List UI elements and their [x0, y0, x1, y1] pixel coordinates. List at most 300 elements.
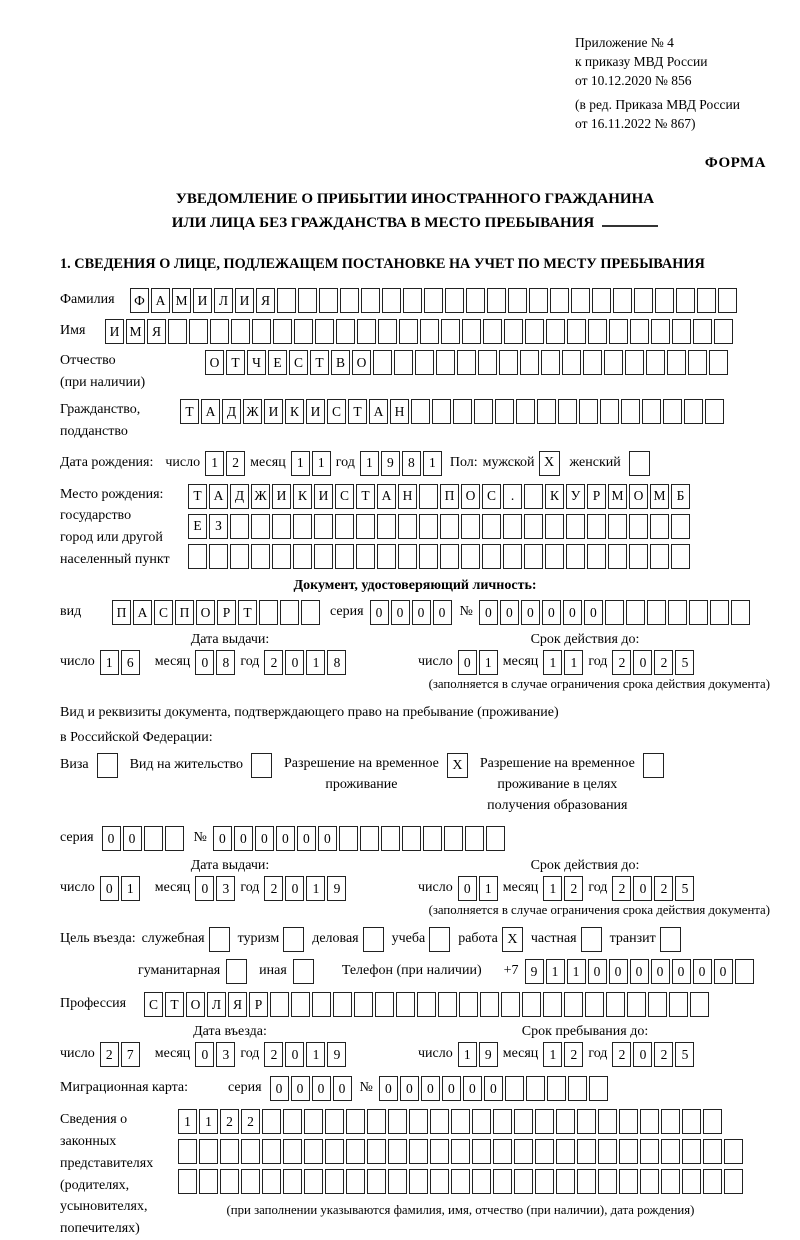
- form-cell[interactable]: [621, 399, 640, 424]
- form-cell[interactable]: А: [133, 600, 152, 625]
- form-cell[interactable]: 2: [654, 1042, 673, 1067]
- form-cell[interactable]: 0: [542, 600, 561, 625]
- form-cell[interactable]: [396, 992, 415, 1017]
- form-cell[interactable]: [676, 288, 695, 313]
- form-cell[interactable]: [650, 514, 669, 539]
- form-cell[interactable]: [592, 288, 611, 313]
- form-cell[interactable]: [524, 544, 543, 569]
- form-cell[interactable]: [640, 1109, 659, 1134]
- form-cell[interactable]: [270, 992, 289, 1017]
- form-cell[interactable]: [520, 350, 539, 375]
- form-cell[interactable]: [220, 1169, 239, 1194]
- form-cell[interactable]: А: [151, 288, 170, 313]
- form-cell[interactable]: [444, 826, 463, 851]
- form-cell[interactable]: О: [629, 484, 648, 509]
- form-cell[interactable]: 0: [276, 826, 295, 851]
- form-cell[interactable]: Ч: [247, 350, 266, 375]
- form-cell[interactable]: 1: [564, 650, 583, 675]
- form-cell[interactable]: 0: [102, 826, 121, 851]
- form-cell[interactable]: Л: [207, 992, 226, 1017]
- form-cell[interactable]: [547, 1076, 566, 1101]
- form-cell[interactable]: [514, 1109, 533, 1134]
- form-cell[interactable]: [640, 1169, 659, 1194]
- form-cell[interactable]: [438, 992, 457, 1017]
- purpose-other-checkbox[interactable]: [293, 959, 314, 984]
- form-cell[interactable]: [301, 600, 320, 625]
- form-cell[interactable]: [566, 544, 585, 569]
- form-cell[interactable]: [314, 544, 333, 569]
- form-cell[interactable]: [709, 350, 728, 375]
- form-cell[interactable]: [262, 1139, 281, 1164]
- form-cell[interactable]: [346, 1109, 365, 1134]
- form-cell[interactable]: 0: [297, 826, 316, 851]
- form-cell[interactable]: [629, 544, 648, 569]
- form-cell[interactable]: [441, 319, 460, 344]
- form-cell[interactable]: С: [154, 600, 173, 625]
- form-cell[interactable]: [522, 992, 541, 1017]
- form-cell[interactable]: 8: [402, 451, 421, 476]
- form-cell[interactable]: 1: [546, 959, 565, 984]
- form-cell[interactable]: [688, 350, 707, 375]
- form-cell[interactable]: [419, 484, 438, 509]
- form-cell[interactable]: [346, 1139, 365, 1164]
- form-cell[interactable]: [461, 514, 480, 539]
- gender-female-checkbox[interactable]: [629, 451, 650, 476]
- form-cell[interactable]: М: [172, 288, 191, 313]
- form-cell[interactable]: [634, 288, 653, 313]
- form-cell[interactable]: 0: [442, 1076, 461, 1101]
- form-cell[interactable]: [304, 1169, 323, 1194]
- form-cell[interactable]: С: [327, 399, 346, 424]
- form-cell[interactable]: 1: [291, 451, 310, 476]
- form-cell[interactable]: [367, 1109, 386, 1134]
- form-cell[interactable]: [459, 992, 478, 1017]
- form-cell[interactable]: [577, 1109, 596, 1134]
- form-cell[interactable]: [661, 1169, 680, 1194]
- form-cell[interactable]: А: [377, 484, 396, 509]
- form-cell[interactable]: [377, 544, 396, 569]
- form-cell[interactable]: [436, 350, 455, 375]
- form-cell[interactable]: [293, 544, 312, 569]
- form-cell[interactable]: [298, 288, 317, 313]
- form-cell[interactable]: [461, 544, 480, 569]
- form-cell[interactable]: [526, 1076, 545, 1101]
- form-cell[interactable]: [598, 1139, 617, 1164]
- form-cell[interactable]: 1: [423, 451, 442, 476]
- form-cell[interactable]: Н: [398, 484, 417, 509]
- form-cell[interactable]: 0: [609, 959, 628, 984]
- form-cell[interactable]: [482, 514, 501, 539]
- form-cell[interactable]: 0: [285, 650, 304, 675]
- form-cell[interactable]: [501, 992, 520, 1017]
- form-cell[interactable]: [558, 399, 577, 424]
- form-cell[interactable]: [640, 1139, 659, 1164]
- form-cell[interactable]: [259, 600, 278, 625]
- form-cell[interactable]: 1: [567, 959, 586, 984]
- form-cell[interactable]: 0: [484, 1076, 503, 1101]
- form-cell[interactable]: [273, 319, 292, 344]
- form-cell[interactable]: [525, 319, 544, 344]
- form-cell[interactable]: [382, 288, 401, 313]
- form-cell[interactable]: С: [289, 350, 308, 375]
- form-cell[interactable]: [655, 288, 674, 313]
- form-cell[interactable]: [451, 1169, 470, 1194]
- form-cell[interactable]: 1: [306, 876, 325, 901]
- form-cell[interactable]: [661, 1139, 680, 1164]
- form-cell[interactable]: [361, 288, 380, 313]
- form-cell[interactable]: [340, 288, 359, 313]
- form-cell[interactable]: М: [608, 484, 627, 509]
- form-cell[interactable]: [619, 1169, 638, 1194]
- form-cell[interactable]: С: [144, 992, 163, 1017]
- form-cell[interactable]: [562, 350, 581, 375]
- form-cell[interactable]: [514, 1169, 533, 1194]
- form-cell[interactable]: 0: [195, 1042, 214, 1067]
- form-cell[interactable]: [430, 1169, 449, 1194]
- form-cell[interactable]: [220, 1139, 239, 1164]
- form-cell[interactable]: 9: [327, 1042, 346, 1067]
- form-cell[interactable]: [625, 350, 644, 375]
- form-cell[interactable]: М: [126, 319, 145, 344]
- form-cell[interactable]: 1: [458, 1042, 477, 1067]
- form-cell[interactable]: 0: [563, 600, 582, 625]
- form-cell[interactable]: 1: [306, 650, 325, 675]
- form-cell[interactable]: [388, 1169, 407, 1194]
- temporary-residence-checkbox[interactable]: X: [447, 753, 468, 778]
- form-cell[interactable]: [710, 600, 729, 625]
- form-cell[interactable]: [165, 826, 184, 851]
- gender-male-checkbox[interactable]: X: [539, 451, 560, 476]
- form-cell[interactable]: [291, 992, 310, 1017]
- form-cell[interactable]: [693, 319, 712, 344]
- form-cell[interactable]: [304, 1139, 323, 1164]
- form-cell[interactable]: [487, 288, 506, 313]
- form-cell[interactable]: [541, 350, 560, 375]
- form-cell[interactable]: [564, 992, 583, 1017]
- form-cell[interactable]: [280, 600, 299, 625]
- form-cell[interactable]: 8: [327, 650, 346, 675]
- form-cell[interactable]: Т: [356, 484, 375, 509]
- form-cell[interactable]: 9: [479, 1042, 498, 1067]
- form-cell[interactable]: [209, 544, 228, 569]
- form-cell[interactable]: 2: [264, 1042, 283, 1067]
- form-cell[interactable]: 0: [651, 959, 670, 984]
- purpose-work-checkbox[interactable]: X: [502, 927, 523, 952]
- form-cell[interactable]: [514, 1139, 533, 1164]
- form-cell[interactable]: 5: [675, 876, 694, 901]
- form-cell[interactable]: 5: [675, 1042, 694, 1067]
- form-cell[interactable]: [335, 514, 354, 539]
- form-cell[interactable]: [619, 1109, 638, 1134]
- form-cell[interactable]: 0: [633, 650, 652, 675]
- form-cell[interactable]: [440, 544, 459, 569]
- form-cell[interactable]: [144, 826, 163, 851]
- form-cell[interactable]: [682, 1109, 701, 1134]
- form-cell[interactable]: 0: [333, 1076, 352, 1101]
- form-cell[interactable]: [378, 319, 397, 344]
- form-cell[interactable]: [312, 992, 331, 1017]
- form-cell[interactable]: [375, 992, 394, 1017]
- form-cell[interactable]: 0: [672, 959, 691, 984]
- form-cell[interactable]: [608, 544, 627, 569]
- form-cell[interactable]: [325, 1169, 344, 1194]
- form-cell[interactable]: [646, 350, 665, 375]
- form-cell[interactable]: 2: [100, 1042, 119, 1067]
- form-cell[interactable]: [703, 1109, 722, 1134]
- form-cell[interactable]: [648, 992, 667, 1017]
- form-cell[interactable]: [697, 288, 716, 313]
- form-cell[interactable]: Ж: [243, 399, 262, 424]
- form-cell[interactable]: 0: [500, 600, 519, 625]
- form-cell[interactable]: [714, 319, 733, 344]
- form-cell[interactable]: 3: [216, 1042, 235, 1067]
- form-cell[interactable]: [682, 1169, 701, 1194]
- form-cell[interactable]: [627, 992, 646, 1017]
- form-cell[interactable]: П: [112, 600, 131, 625]
- form-cell[interactable]: 0: [213, 826, 232, 851]
- form-cell[interactable]: [252, 319, 271, 344]
- form-cell[interactable]: [598, 1109, 617, 1134]
- form-cell[interactable]: 0: [584, 600, 603, 625]
- form-cell[interactable]: Т: [180, 399, 199, 424]
- form-cell[interactable]: [304, 1109, 323, 1134]
- purpose-private-checkbox[interactable]: [581, 927, 602, 952]
- form-cell[interactable]: [703, 1169, 722, 1194]
- form-cell[interactable]: [661, 1109, 680, 1134]
- form-cell[interactable]: 0: [458, 650, 477, 675]
- purpose-humanitarian-checkbox[interactable]: [226, 959, 247, 984]
- form-cell[interactable]: Я: [147, 319, 166, 344]
- form-cell[interactable]: 0: [270, 1076, 289, 1101]
- form-cell[interactable]: [493, 1109, 512, 1134]
- form-cell[interactable]: [684, 399, 703, 424]
- form-cell[interactable]: [411, 399, 430, 424]
- form-cell[interactable]: 0: [479, 600, 498, 625]
- form-cell[interactable]: [462, 319, 481, 344]
- form-cell[interactable]: [283, 1109, 302, 1134]
- form-cell[interactable]: 1: [100, 650, 119, 675]
- form-cell[interactable]: [587, 544, 606, 569]
- form-cell[interactable]: [718, 288, 737, 313]
- form-cell[interactable]: [402, 826, 421, 851]
- form-cell[interactable]: [367, 1169, 386, 1194]
- form-cell[interactable]: Е: [268, 350, 287, 375]
- form-cell[interactable]: [381, 826, 400, 851]
- form-cell[interactable]: [472, 1109, 491, 1134]
- purpose-study-checkbox[interactable]: [429, 927, 450, 952]
- residence-permit-checkbox[interactable]: [251, 753, 272, 778]
- form-cell[interactable]: Р: [249, 992, 268, 1017]
- form-cell[interactable]: [423, 826, 442, 851]
- form-cell[interactable]: К: [293, 484, 312, 509]
- form-cell[interactable]: 3: [216, 876, 235, 901]
- form-cell[interactable]: [609, 319, 628, 344]
- form-cell[interactable]: [231, 319, 250, 344]
- form-cell[interactable]: [388, 1109, 407, 1134]
- form-cell[interactable]: 1: [543, 1042, 562, 1067]
- form-cell[interactable]: Р: [587, 484, 606, 509]
- form-cell[interactable]: 0: [412, 600, 431, 625]
- form-cell[interactable]: [319, 288, 338, 313]
- form-cell[interactable]: П: [440, 484, 459, 509]
- form-cell[interactable]: 1: [479, 876, 498, 901]
- form-cell[interactable]: [588, 319, 607, 344]
- form-cell[interactable]: О: [186, 992, 205, 1017]
- form-cell[interactable]: [689, 600, 708, 625]
- form-cell[interactable]: [409, 1169, 428, 1194]
- form-cell[interactable]: К: [285, 399, 304, 424]
- form-cell[interactable]: [608, 514, 627, 539]
- form-cell[interactable]: [516, 399, 535, 424]
- form-cell[interactable]: [262, 1109, 281, 1134]
- form-cell[interactable]: Т: [226, 350, 245, 375]
- form-cell[interactable]: [367, 1139, 386, 1164]
- form-cell[interactable]: 9: [327, 876, 346, 901]
- purpose-business-checkbox[interactable]: [363, 927, 384, 952]
- form-cell[interactable]: 1: [312, 451, 331, 476]
- form-cell[interactable]: [579, 399, 598, 424]
- form-cell[interactable]: 1: [543, 650, 562, 675]
- form-cell[interactable]: [283, 1139, 302, 1164]
- form-cell[interactable]: [571, 288, 590, 313]
- form-cell[interactable]: [630, 319, 649, 344]
- form-cell[interactable]: [336, 319, 355, 344]
- form-cell[interactable]: Т: [310, 350, 329, 375]
- form-cell[interactable]: [283, 1169, 302, 1194]
- form-cell[interactable]: [356, 544, 375, 569]
- form-cell[interactable]: [314, 514, 333, 539]
- form-cell[interactable]: 1: [178, 1109, 197, 1134]
- form-cell[interactable]: [703, 1139, 722, 1164]
- form-cell[interactable]: [398, 514, 417, 539]
- form-cell[interactable]: [663, 399, 682, 424]
- form-cell[interactable]: Б: [671, 484, 690, 509]
- form-cell[interactable]: [535, 1169, 554, 1194]
- form-cell[interactable]: [556, 1109, 575, 1134]
- form-cell[interactable]: [432, 399, 451, 424]
- form-cell[interactable]: И: [314, 484, 333, 509]
- form-cell[interactable]: [604, 350, 623, 375]
- form-cell[interactable]: [424, 288, 443, 313]
- form-cell[interactable]: [178, 1169, 197, 1194]
- form-cell[interactable]: [556, 1139, 575, 1164]
- form-cell[interactable]: К: [545, 484, 564, 509]
- form-cell[interactable]: [651, 319, 670, 344]
- form-cell[interactable]: [587, 514, 606, 539]
- form-cell[interactable]: Е: [188, 514, 207, 539]
- form-cell[interactable]: О: [461, 484, 480, 509]
- form-cell[interactable]: 0: [255, 826, 274, 851]
- form-cell[interactable]: [482, 544, 501, 569]
- form-cell[interactable]: Д: [230, 484, 249, 509]
- form-cell[interactable]: [605, 600, 624, 625]
- form-cell[interactable]: А: [209, 484, 228, 509]
- form-cell[interactable]: 1: [479, 650, 498, 675]
- form-cell[interactable]: 7: [121, 1042, 140, 1067]
- form-cell[interactable]: [199, 1169, 218, 1194]
- form-cell[interactable]: [373, 350, 392, 375]
- form-cell[interactable]: [419, 514, 438, 539]
- form-cell[interactable]: 0: [633, 1042, 652, 1067]
- form-cell[interactable]: 0: [195, 650, 214, 675]
- form-cell[interactable]: [251, 544, 270, 569]
- form-cell[interactable]: [668, 600, 687, 625]
- form-cell[interactable]: [672, 319, 691, 344]
- form-cell[interactable]: [505, 1076, 524, 1101]
- form-cell[interactable]: [598, 1169, 617, 1194]
- form-cell[interactable]: [508, 288, 527, 313]
- form-cell[interactable]: [333, 992, 352, 1017]
- form-cell[interactable]: [178, 1139, 197, 1164]
- form-cell[interactable]: [230, 514, 249, 539]
- form-cell[interactable]: [346, 1169, 365, 1194]
- form-cell[interactable]: [600, 399, 619, 424]
- form-cell[interactable]: 0: [285, 876, 304, 901]
- form-cell[interactable]: [354, 992, 373, 1017]
- form-cell[interactable]: Р: [217, 600, 236, 625]
- form-cell[interactable]: [419, 544, 438, 569]
- form-cell[interactable]: [486, 826, 505, 851]
- form-cell[interactable]: 1: [360, 451, 379, 476]
- form-cell[interactable]: [669, 992, 688, 1017]
- form-cell[interactable]: [325, 1139, 344, 1164]
- form-cell[interactable]: 2: [612, 876, 631, 901]
- form-cell[interactable]: 0: [123, 826, 142, 851]
- form-cell[interactable]: 0: [100, 876, 119, 901]
- form-cell[interactable]: [210, 319, 229, 344]
- form-cell[interactable]: [188, 544, 207, 569]
- form-cell[interactable]: [377, 514, 396, 539]
- form-cell[interactable]: 1: [121, 876, 140, 901]
- form-cell[interactable]: 0: [291, 1076, 310, 1101]
- form-cell[interactable]: [453, 399, 472, 424]
- form-cell[interactable]: 2: [654, 650, 673, 675]
- form-cell[interactable]: [735, 959, 754, 984]
- form-cell[interactable]: [690, 992, 709, 1017]
- form-cell[interactable]: [626, 600, 645, 625]
- form-cell[interactable]: 0: [714, 959, 733, 984]
- form-cell[interactable]: [499, 350, 518, 375]
- form-cell[interactable]: [613, 288, 632, 313]
- form-cell[interactable]: [272, 514, 291, 539]
- form-cell[interactable]: В: [331, 350, 350, 375]
- form-cell[interactable]: [545, 514, 564, 539]
- form-cell[interactable]: [583, 350, 602, 375]
- form-cell[interactable]: 0: [195, 876, 214, 901]
- form-cell[interactable]: 1: [205, 451, 224, 476]
- form-cell[interactable]: [589, 1076, 608, 1101]
- form-cell[interactable]: 2: [612, 650, 631, 675]
- form-cell[interactable]: 0: [463, 1076, 482, 1101]
- visa-checkbox[interactable]: [97, 753, 118, 778]
- form-cell[interactable]: [451, 1139, 470, 1164]
- form-cell[interactable]: [495, 399, 514, 424]
- form-cell[interactable]: [409, 1139, 428, 1164]
- form-cell[interactable]: 1: [543, 876, 562, 901]
- form-cell[interactable]: Я: [256, 288, 275, 313]
- form-cell[interactable]: [619, 1139, 638, 1164]
- form-cell[interactable]: [724, 1169, 743, 1194]
- form-cell[interactable]: 0: [633, 876, 652, 901]
- form-cell[interactable]: [430, 1109, 449, 1134]
- form-cell[interactable]: 0: [234, 826, 253, 851]
- form-cell[interactable]: Л: [214, 288, 233, 313]
- form-cell[interactable]: [493, 1139, 512, 1164]
- form-cell[interactable]: Ж: [251, 484, 270, 509]
- form-cell[interactable]: И: [264, 399, 283, 424]
- form-cell[interactable]: [315, 319, 334, 344]
- form-cell[interactable]: [457, 350, 476, 375]
